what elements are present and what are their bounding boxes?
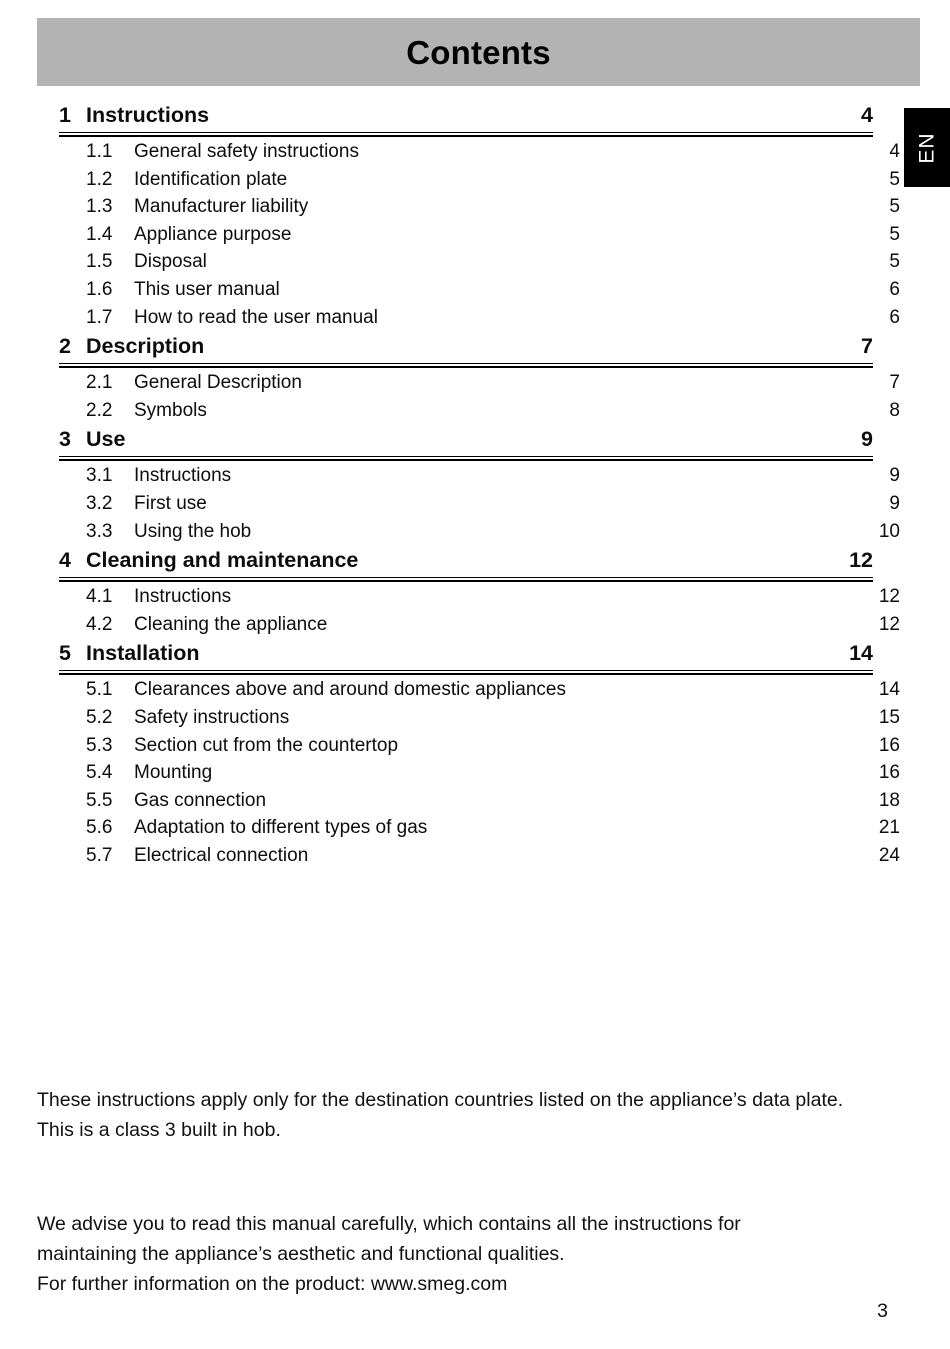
toc-chapter-divider xyxy=(59,670,873,675)
toc-section-number: 5.3 xyxy=(86,734,113,756)
toc-section-label: Clearances above and around domestic appliances xyxy=(134,679,566,701)
toc-chapter-block xyxy=(59,100,900,331)
toc-section-label: Symbols xyxy=(134,399,207,421)
note-block-destination-countries xyxy=(37,1085,907,1145)
toc-section-label: Instructions xyxy=(134,465,232,487)
toc-section-page: 8 xyxy=(889,399,900,421)
toc-section-label: How to read the user manual xyxy=(134,306,378,328)
toc-chapter-divider xyxy=(59,577,873,582)
page-title: Contents xyxy=(406,33,551,71)
toc-section-label: Using the hob xyxy=(134,520,252,542)
toc-section-page: 15 xyxy=(878,706,900,728)
toc-section-number: 2.2 xyxy=(86,399,113,421)
toc-section-label: Adaptation to different types of gas xyxy=(134,817,428,839)
toc-chapter-page: 12 xyxy=(849,548,873,573)
toc-section-number: 1.5 xyxy=(86,251,113,273)
toc-chapter-page: 4 xyxy=(861,103,873,127)
toc-section-label: Electrical connection xyxy=(134,844,309,866)
toc-section-page: 6 xyxy=(889,278,900,300)
toc-section-page: 12 xyxy=(878,613,900,635)
toc-section-row[interactable] xyxy=(59,138,900,166)
toc-section-number: 5.2 xyxy=(86,706,113,728)
toc-section-label: Identification plate xyxy=(134,168,288,190)
toc-section-row[interactable] xyxy=(59,166,900,194)
toc-chapter-block xyxy=(59,545,900,638)
toc-section-page: 10 xyxy=(878,520,900,542)
toc-section-number: 1.6 xyxy=(86,278,113,300)
toc-chapter-row[interactable] xyxy=(59,100,873,131)
toc-section-number: 3.3 xyxy=(86,520,113,542)
toc-chapter-label: Installation xyxy=(86,641,200,666)
toc-section-row[interactable] xyxy=(59,704,900,732)
toc-section-label: Appliance purpose xyxy=(134,223,292,245)
toc-section-page: 21 xyxy=(878,817,900,839)
toc-section-row[interactable] xyxy=(59,518,900,546)
toc-section-page: 4 xyxy=(889,141,900,162)
toc-section-number: 4.2 xyxy=(86,613,113,635)
toc-section-label: This user manual xyxy=(134,278,280,300)
toc-section-number: 5.4 xyxy=(86,762,113,784)
toc-section-row[interactable] xyxy=(59,676,900,704)
toc-chapter-page: 14 xyxy=(849,641,873,666)
note-line: This is a class 3 built in hob. xyxy=(37,1119,281,1141)
toc-chapter-divider xyxy=(59,363,873,368)
toc-section-number: 4.1 xyxy=(86,586,113,608)
toc-chapter-divider xyxy=(59,456,873,461)
toc-section-label: Cleaning the appliance xyxy=(134,613,328,635)
toc-section-page: 18 xyxy=(878,789,900,811)
note-line: maintaining the appliance’s aesthetic and functional qualities. xyxy=(37,1243,565,1265)
toc-section-page: 12 xyxy=(878,586,900,608)
toc-section-row[interactable] xyxy=(59,304,900,332)
toc-section-number: 1.1 xyxy=(86,141,113,162)
toc-section-label: Manufacturer liability xyxy=(134,196,309,218)
toc-chapter-block xyxy=(59,638,900,869)
toc-section-row[interactable] xyxy=(59,814,900,842)
toc-chapter-label: Cleaning and maintenance xyxy=(86,548,359,573)
toc-section-number: 5.5 xyxy=(86,789,113,811)
toc-section-row[interactable] xyxy=(59,611,900,639)
toc-chapter-page: 9 xyxy=(861,427,873,452)
toc-chapter-row[interactable] xyxy=(59,424,873,455)
toc-section-row[interactable] xyxy=(59,842,900,870)
note-block-advisory xyxy=(37,1209,907,1299)
table-of-contents xyxy=(59,100,900,869)
toc-section-page: 5 xyxy=(889,168,900,190)
toc-section-number: 5.6 xyxy=(86,817,113,839)
note-line: We advise you to read this manual carefully, which contains all the instructions for xyxy=(37,1213,741,1235)
toc-section-page: 5 xyxy=(889,251,900,273)
language-tab-label: EN xyxy=(915,131,939,164)
toc-section-number: 3.2 xyxy=(86,492,113,514)
language-tab-en xyxy=(904,108,950,187)
toc-section-row[interactable] xyxy=(59,193,900,221)
toc-section-number: 1.4 xyxy=(86,223,113,245)
toc-chapter-block xyxy=(59,424,900,545)
toc-chapter-number: 2 xyxy=(59,334,71,359)
toc-section-page: 24 xyxy=(878,844,900,866)
toc-chapter-number: 4 xyxy=(59,548,71,573)
toc-section-row[interactable] xyxy=(59,248,900,276)
toc-section-page: 6 xyxy=(889,306,900,328)
toc-chapter-divider xyxy=(59,132,873,137)
toc-chapter-label: Use xyxy=(86,427,126,452)
toc-section-page: 9 xyxy=(889,465,900,487)
toc-chapter-row[interactable] xyxy=(59,638,873,669)
contents-header-band xyxy=(37,18,920,86)
toc-chapter-block xyxy=(59,331,900,424)
toc-chapter-label: Instructions xyxy=(86,103,210,127)
toc-section-page: 14 xyxy=(878,679,900,701)
toc-section-page: 5 xyxy=(889,223,900,245)
toc-section-row[interactable] xyxy=(59,276,900,304)
toc-section-label: Instructions xyxy=(134,586,232,608)
toc-section-page: 16 xyxy=(878,734,900,756)
toc-section-row[interactable] xyxy=(59,397,900,425)
toc-section-number: 1.3 xyxy=(86,196,113,218)
toc-chapter-number: 5 xyxy=(59,641,71,666)
toc-section-label: Disposal xyxy=(134,251,207,273)
toc-section-page: 9 xyxy=(889,492,900,514)
toc-section-number: 1.2 xyxy=(86,168,113,190)
toc-section-number: 1.7 xyxy=(86,306,113,328)
toc-section-number: 5.1 xyxy=(86,679,113,701)
toc-section-label: Safety instructions xyxy=(134,706,290,728)
toc-section-row[interactable] xyxy=(59,583,900,611)
toc-section-number: 5.7 xyxy=(86,844,113,866)
toc-chapter-row[interactable] xyxy=(59,545,873,576)
toc-chapter-page: 7 xyxy=(861,334,873,359)
page-number: 3 xyxy=(877,1300,888,1322)
toc-section-row[interactable] xyxy=(59,732,900,760)
toc-section-label: First use xyxy=(134,492,207,514)
note-line: For further information on the product: www.smeg.com xyxy=(37,1273,508,1295)
toc-section-number: 3.1 xyxy=(86,465,113,487)
toc-section-label: Gas connection xyxy=(134,789,267,811)
note-line: These instructions apply only for the destination countries listed on the appliance’s data plate. xyxy=(37,1089,844,1111)
toc-section-label: General Description xyxy=(134,372,302,394)
toc-chapter-label: Description xyxy=(86,334,205,359)
toc-section-page: 5 xyxy=(889,196,900,218)
toc-chapter-number: 3 xyxy=(59,427,71,452)
toc-section-row[interactable] xyxy=(59,369,900,397)
toc-section-number: 2.1 xyxy=(86,372,113,394)
toc-section-row[interactable] xyxy=(59,787,900,815)
toc-chapter-row[interactable] xyxy=(59,331,873,362)
toc-section-row[interactable] xyxy=(59,490,900,518)
toc-section-row[interactable] xyxy=(59,759,900,787)
toc-section-page: 16 xyxy=(878,762,900,784)
toc-section-label: Mounting xyxy=(134,762,213,784)
toc-section-row[interactable] xyxy=(59,221,900,249)
toc-chapter-number: 1 xyxy=(59,103,71,127)
toc-section-label: General safety instructions xyxy=(134,141,359,162)
toc-section-row[interactable] xyxy=(59,462,900,490)
toc-section-page: 7 xyxy=(889,372,900,394)
toc-section-label: Section cut from the countertop xyxy=(134,734,399,756)
